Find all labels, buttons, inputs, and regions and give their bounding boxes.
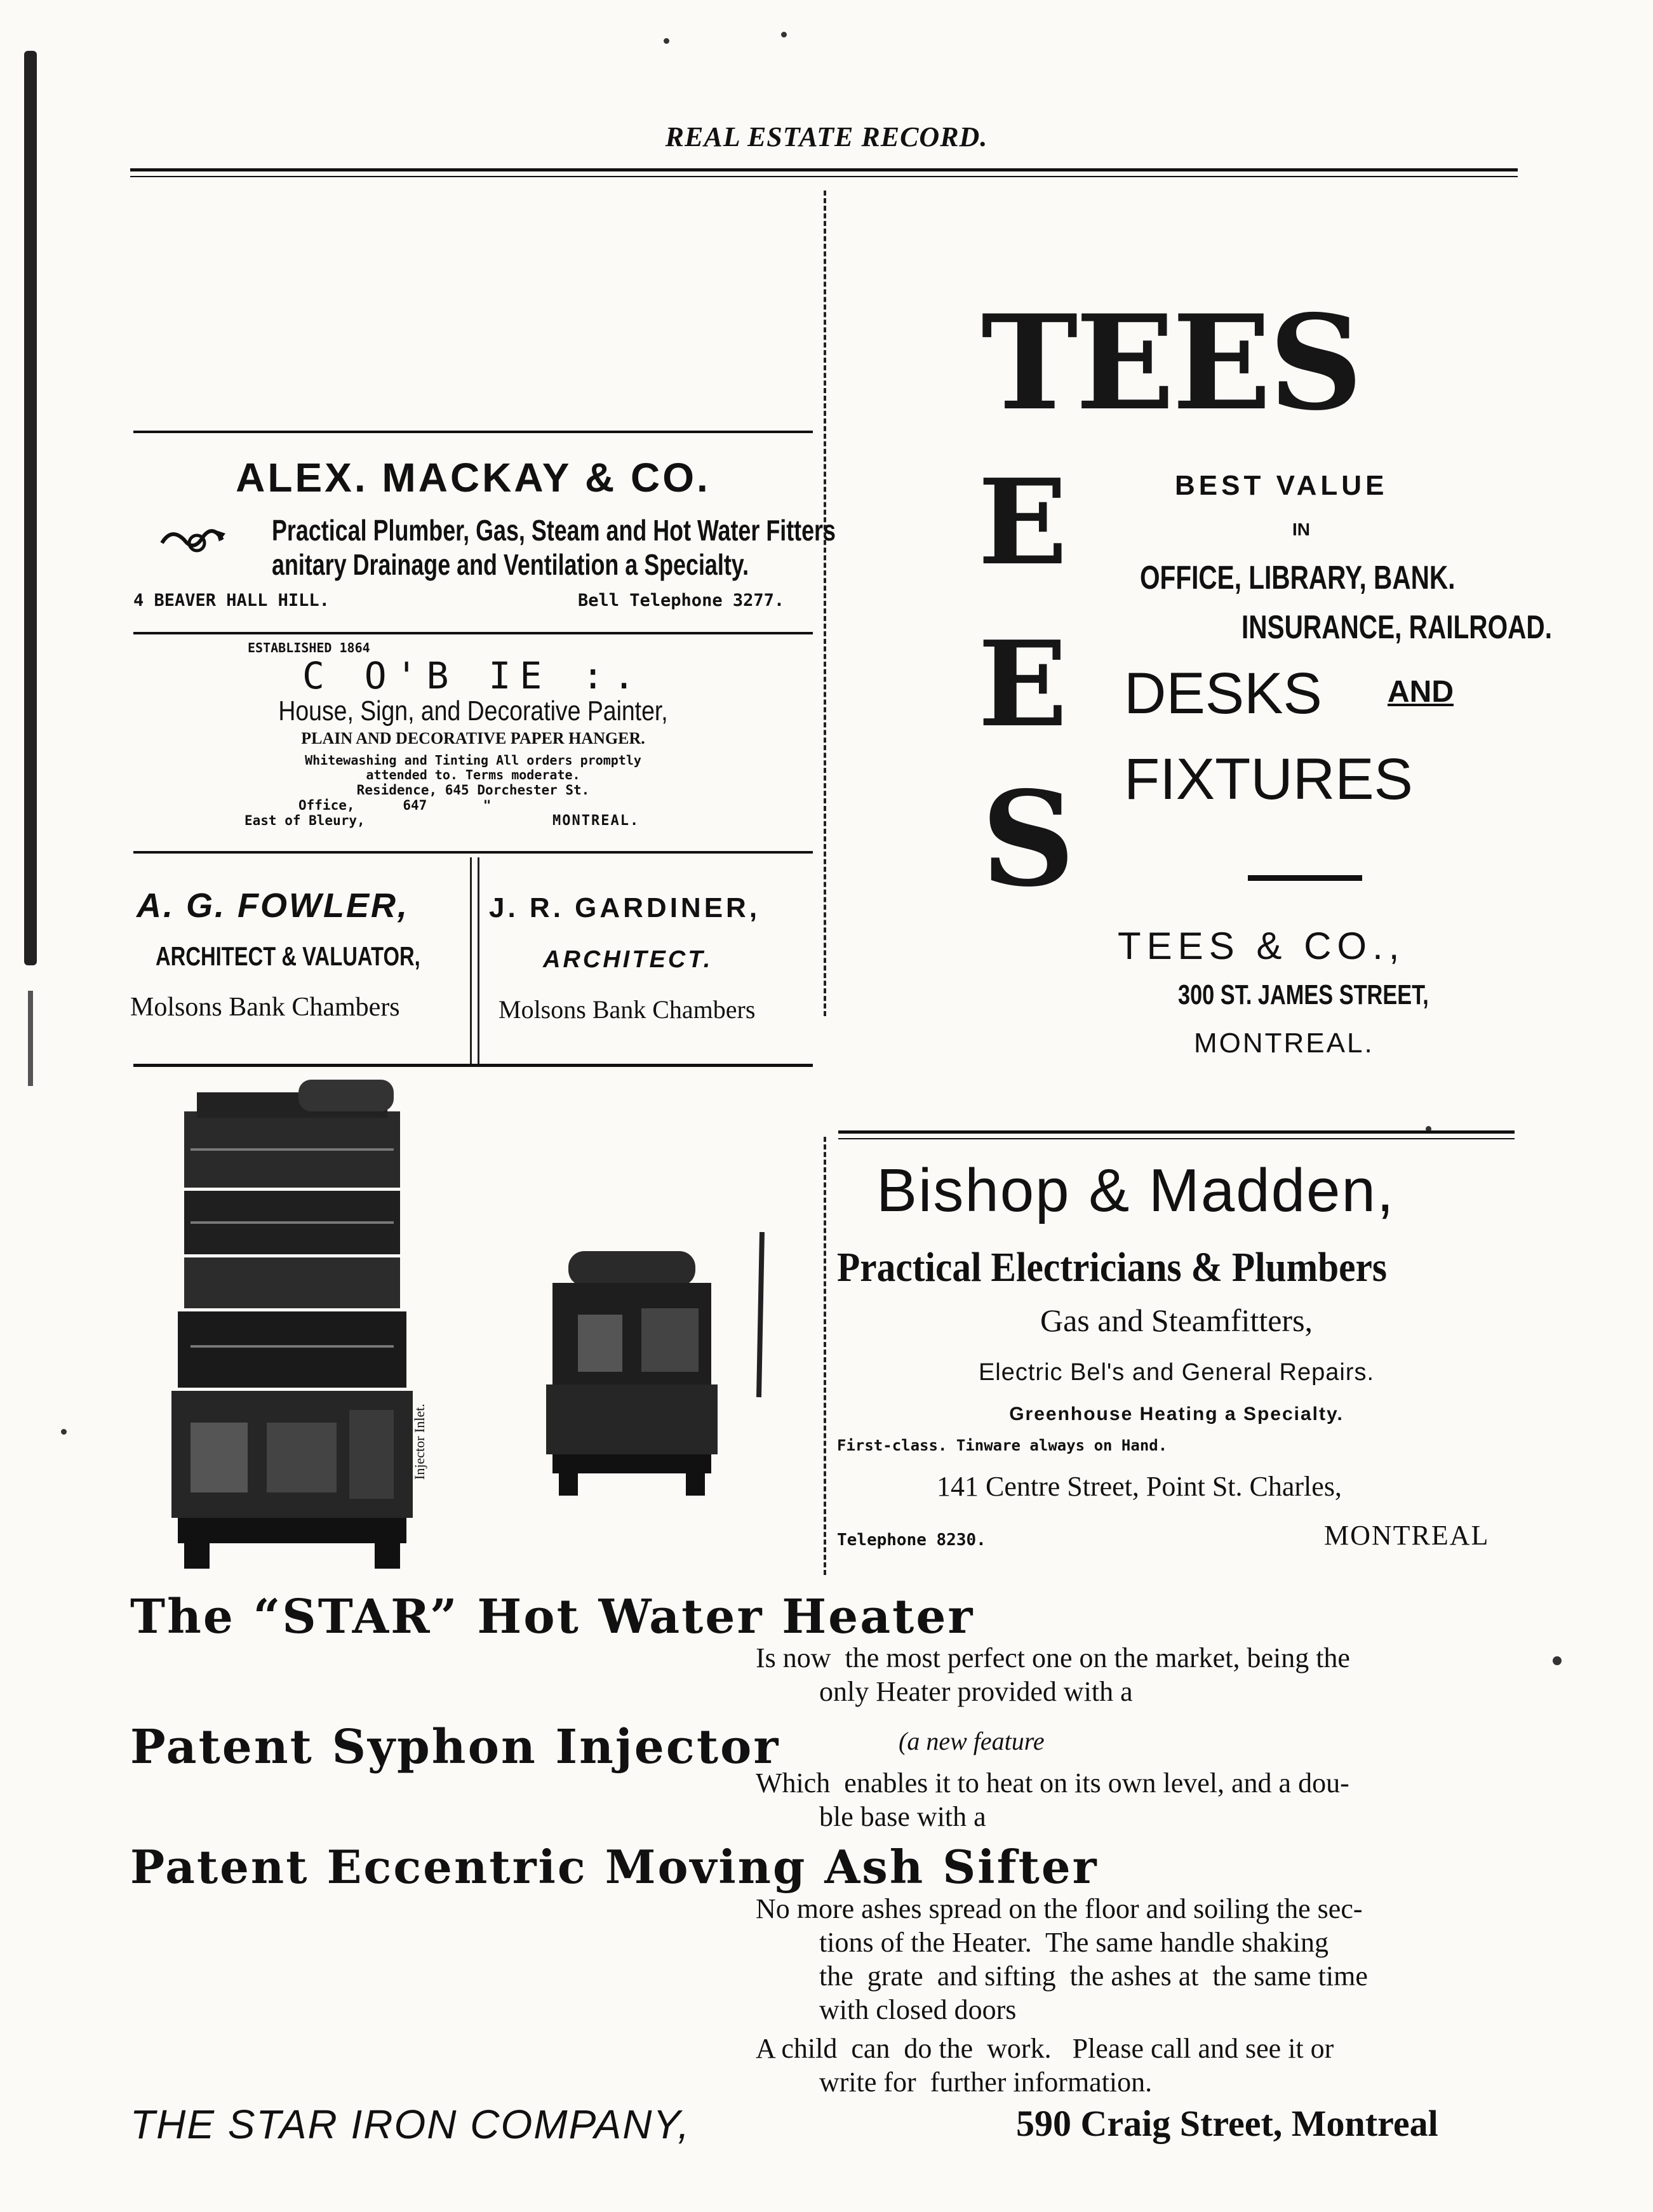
tees-company: TEES & CO.,	[1118, 925, 1405, 967]
mackay-top-rule	[133, 431, 813, 433]
architects-divider-2	[478, 857, 479, 1064]
cobie-line5: East of Bleury,	[244, 813, 365, 828]
bishop-top-rule-thin	[838, 1138, 1515, 1139]
star-text-3b: tions of the Heater. The same handle shaking	[819, 1927, 1328, 1958]
cobie-name: C O'B IE :.	[302, 654, 645, 697]
star-headline-2: Patent Syphon Injector	[130, 1720, 780, 1774]
fowler-role: ARCHITECT & VALUATOR,	[156, 941, 420, 971]
header-rule	[130, 168, 1518, 171]
bishop-line3: Electric Bel's and General Repairs.	[978, 1359, 1375, 1386]
tees-address: 300 ST. JAMES STREET,	[1178, 979, 1429, 1010]
mackay-address: 4 BEAVER HALL HILL.	[133, 591, 330, 610]
speck	[781, 32, 787, 37]
tees-big-s: S	[981, 763, 1076, 916]
column-divider	[824, 191, 826, 1016]
tees-fixtures: FIXTURES	[1124, 747, 1413, 812]
star-headline-3: Patent Eccentric Moving Ash Sifter	[130, 1840, 1099, 1894]
tees-dash	[1248, 875, 1362, 881]
tees-big-word: TEES	[981, 287, 1361, 439]
speck	[664, 38, 669, 44]
cobie-top-rule	[133, 632, 813, 634]
star-text-2b: ble base with a	[819, 1801, 986, 1832]
running-header: REAL ESTATE RECORD.	[665, 121, 988, 152]
gardiner-address: Molsons Bank Chambers	[499, 995, 756, 1024]
fowler-name: A. G. FOWLER,	[137, 887, 409, 925]
star-text-3d: with closed doors	[819, 1994, 1017, 2025]
mackay-name: ALEX. MACKAY & CO.	[236, 455, 711, 500]
star-headline: The “STAR” Hot Water Heater	[130, 1590, 975, 1644]
star-text-4b: write for further information.	[819, 2067, 1153, 2098]
star-text-2a: Which enables it to heat on its own level, and a dou-	[756, 1767, 1349, 1799]
tees-line1: OFFICE, LIBRARY, BANK.	[1140, 560, 1456, 596]
bishop-phone: Telephone 8230.	[837, 1531, 986, 1550]
bishop-top-rule	[838, 1130, 1515, 1134]
tees-city: MONTREAL.	[1194, 1028, 1374, 1059]
tees-in: IN	[1292, 519, 1310, 539]
pipe-ornament-icon	[159, 524, 229, 562]
cobie-line4: Office, 647 "	[298, 798, 492, 813]
cobie-line3: Residence, 645 Dorchester St.	[356, 782, 590, 798]
cobie-established: ESTABLISHED 1864	[248, 640, 370, 655]
column-divider-lower	[824, 1137, 826, 1575]
header-rule-thin	[130, 176, 1518, 177]
bishop-line2: Gas and Steamfitters,	[1040, 1303, 1313, 1338]
speck	[1553, 1656, 1562, 1665]
star-text-1b: only Heater provided with a	[819, 1676, 1133, 1707]
tees-desks: DESKS	[1124, 661, 1322, 726]
architects-divider	[470, 857, 472, 1064]
cobie-sub: PLAIN AND DECORATIVE PAPER HANGER.	[301, 729, 645, 747]
architects-top-rule	[133, 851, 813, 854]
cobie-line1: Whitewashing and Tinting All orders promptly	[305, 753, 641, 768]
tees-line2: INSURANCE, RAILROAD.	[1241, 609, 1552, 646]
star-text-3c: the grate and sifting the ashes at the same time	[819, 1961, 1368, 1992]
bishop-city: MONTREAL	[1324, 1520, 1490, 1551]
tees-big-e2: E	[978, 615, 1068, 753]
tees-and: AND	[1388, 675, 1454, 709]
mackay-line2: anitary Drainage and Ventilation a Specialty.	[272, 548, 749, 581]
speck	[61, 1429, 67, 1435]
bishop-name: Bishop & Madden,	[876, 1156, 1395, 1224]
gardiner-role: ARCHITECT.	[543, 946, 713, 973]
injector-inlet-caption: Injector Inlet.	[412, 1404, 427, 1480]
star-text-3a: No more ashes spread on the floor and soiling the sec-	[756, 1893, 1363, 1924]
star-text-1a: Is now the most perfect one on the market, being the	[756, 1642, 1350, 1673]
cobie-line2: attended to. Terms moderate.	[366, 767, 580, 782]
star-address: 590 Craig Street, Montreal	[1016, 2103, 1438, 2144]
cobie-title: House, Sign, and Decorative Painter,	[278, 695, 668, 727]
bishop-line1: Practical Electricians & Plumbers	[837, 1244, 1388, 1290]
cobie-city: MONTREAL.	[552, 813, 640, 829]
bishop-line4: Greenhouse Heating a Specialty.	[1009, 1404, 1344, 1424]
star-company: THE STAR IRON COMPANY,	[130, 2101, 691, 2147]
heater-illustration	[171, 1067, 819, 1588]
star-note: (a new feature	[899, 1727, 1045, 1755]
star-text-4a: A child can do the work. Please call and see it or	[756, 2033, 1334, 2064]
binding-edge	[24, 51, 37, 965]
fowler-address: Molsons Bank Chambers	[130, 993, 400, 1022]
tees-best-value: BEST VALUE	[1175, 470, 1388, 501]
bishop-address: 141 Centre Street, Point St. Charles,	[937, 1471, 1342, 1502]
gardiner-name: J. R. GARDINER,	[489, 892, 761, 923]
bishop-line5: First-class. Tinware always on Hand.	[837, 1437, 1168, 1454]
mackay-phone: Bell Telephone 3277.	[578, 591, 785, 610]
binding-edge-lower	[28, 991, 33, 1086]
mackay-line1: Practical Plumber, Gas, Steam and Hot Water Fitters	[272, 514, 836, 547]
tees-big-e1: E	[978, 453, 1068, 591]
